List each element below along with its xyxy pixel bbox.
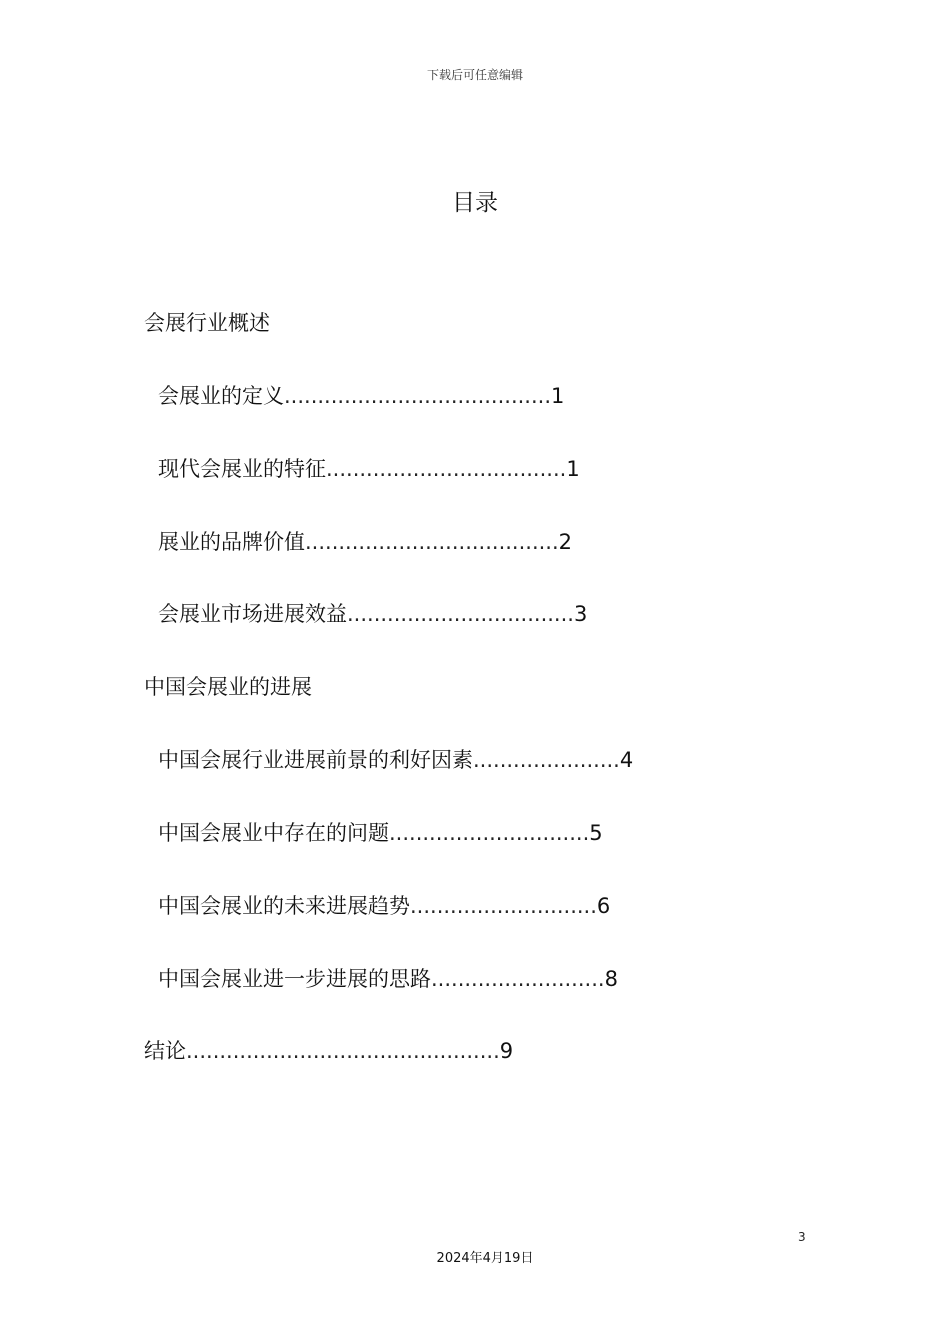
toc-entry-leader: ...................... bbox=[473, 748, 620, 772]
toc-heading-overview[interactable] bbox=[144, 309, 270, 337]
toc-entry-label: 中国会展业中存在的问题 bbox=[158, 821, 389, 845]
toc-entry-page: 1 bbox=[551, 384, 565, 408]
toc-entry-label: 中国会展业的进展 bbox=[144, 675, 312, 699]
toc-entry-label: 中国会展业的未来进展趋势 bbox=[158, 894, 410, 918]
toc-entry-label: 会展业的定义 bbox=[158, 384, 284, 408]
toc-entry-problems[interactable] bbox=[158, 819, 603, 847]
toc-entry-page: 9 bbox=[499, 1039, 514, 1063]
toc-entry-market-benefit[interactable] bbox=[158, 600, 587, 628]
toc-entry-favorable-factors[interactable] bbox=[158, 746, 633, 774]
toc-entry-page: 5 bbox=[589, 821, 603, 845]
toc-title: 目录 bbox=[452, 190, 498, 216]
toc-entry-label: 现代会展业的特征 bbox=[158, 457, 326, 481]
toc-entry-leader: ............................ bbox=[410, 894, 597, 918]
toc-entry-definition[interactable] bbox=[158, 382, 564, 410]
toc-entry-leader: .............................. bbox=[389, 821, 590, 845]
toc-entry-label: 结论 bbox=[144, 1039, 186, 1063]
toc-entry-label: 中国会展行业进展前景的利好因素 bbox=[158, 748, 473, 772]
page-number: 3 bbox=[798, 1230, 806, 1244]
toc-entry-leader: ...................................... bbox=[305, 530, 559, 554]
toc-entry-leader: .......................... bbox=[431, 967, 605, 991]
header-note: 下载后可任意编辑 bbox=[426, 68, 523, 82]
toc-entry-page: 1 bbox=[566, 457, 580, 481]
toc-entry-label: 展业的品牌价值 bbox=[158, 530, 305, 554]
toc-entry-page: 4 bbox=[619, 748, 634, 772]
toc-entry-label: 会展行业概述 bbox=[144, 311, 270, 335]
toc-entry-features[interactable] bbox=[158, 455, 580, 483]
toc-entry-leader: ............................................... bbox=[186, 1039, 500, 1063]
toc-entry-further-ideas[interactable] bbox=[158, 965, 618, 993]
toc-heading-china[interactable] bbox=[144, 673, 312, 701]
footer-date: 2024年4月19日 bbox=[436, 1251, 534, 1266]
toc-entry-brand-value[interactable] bbox=[158, 528, 572, 556]
toc-entry-page: 8 bbox=[604, 967, 618, 991]
toc-entry-future-trends[interactable] bbox=[158, 892, 610, 920]
toc-entry-leader: .................................. bbox=[347, 602, 574, 626]
toc-entry-label: 中国会展业进一步进展的思路 bbox=[158, 967, 431, 991]
toc-entry-page: 3 bbox=[573, 602, 588, 626]
toc-entry-page: 2 bbox=[558, 530, 573, 554]
toc-entry-conclusion[interactable] bbox=[144, 1037, 513, 1065]
toc-entry-leader: .................................... bbox=[326, 457, 567, 481]
toc-entry-leader: ........................................ bbox=[284, 384, 552, 408]
toc-entry-page: 6 bbox=[596, 894, 611, 918]
toc-entry-label: 会展业市场进展效益 bbox=[158, 602, 347, 626]
